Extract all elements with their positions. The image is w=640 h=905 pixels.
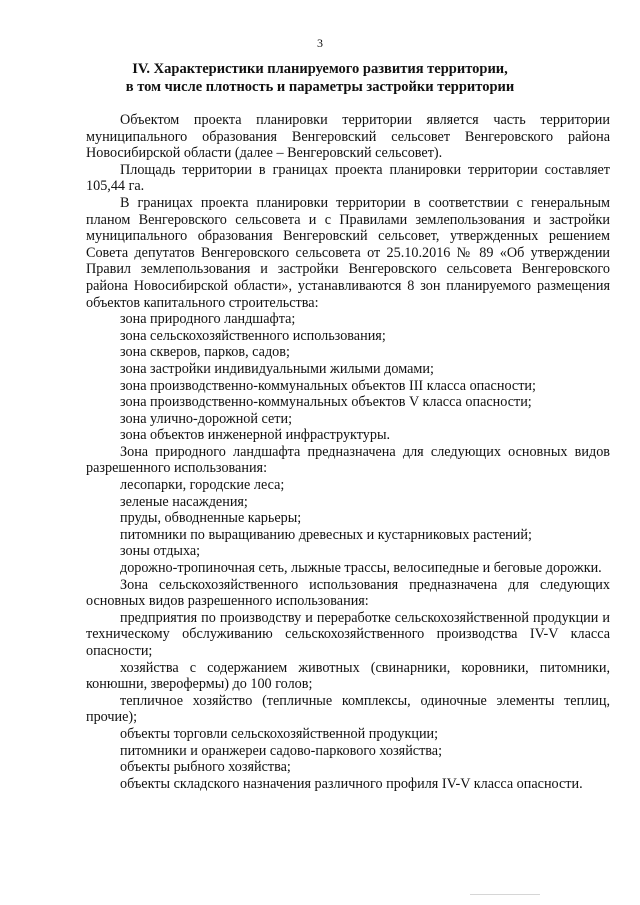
agri-zone-uses-list <box>86 610 610 793</box>
list-item: зона производственно-коммунальных объектов III класса опасности; <box>120 377 536 394</box>
paragraph-agri-zone-intro: Зона сельскохозяйственного использования предназначена для следующих основных видов разрешенного использования: <box>86 576 610 610</box>
paragraph-territory-area: Площадь территории в границах проекта планировки территории составляет 105,44 га. <box>86 161 610 195</box>
list-item: зона застройки индивидуальными жилыми домами; <box>120 360 434 377</box>
zones-list <box>86 311 610 444</box>
section-heading <box>60 60 580 96</box>
paragraph-natural-zone-intro: Зона природного ландшафта предназначена для следующих основных видов разрешенного использования: <box>86 443 610 477</box>
list-item: лесопарки, городские леса; <box>120 477 285 494</box>
list-item: дорожно-тропиночная сеть, лыжные трассы, велосипедные и беговые дорожки. <box>120 560 602 577</box>
list-item: питомники и оранжереи садово-паркового хозяйства; <box>120 742 443 759</box>
document-body <box>86 112 610 792</box>
list-item: зона улично-дорожной сети; <box>120 410 293 427</box>
list-item: зеленые насаждения; <box>120 493 248 510</box>
list-item: зона производственно-коммунальных объектов V класса опасности; <box>120 394 532 411</box>
list-item: зона объектов инженерной инфраструктуры. <box>120 427 391 444</box>
list-item: объекты складского назначения различного профиля IV-V класса опасности. <box>120 775 583 792</box>
list-item: зона скверов, парков, садов; <box>120 344 290 361</box>
list-item: зоны отдыха; <box>120 543 201 560</box>
paragraph-territory-object: Объектом проекта планировки территории является часть территории муниципального образования Венгеровский сельсовет Венгеровского района Новосибирской области (далее – Венгеровский сельсовет). <box>86 112 610 162</box>
list-item: тепличное хозяйство (тепличные комплексы, одиночные элементы теплиц, прочие); <box>86 692 610 726</box>
section-heading-line-2: в том числе плотность и параметры застройки территории <box>125 79 515 95</box>
scan-artifact-line <box>470 894 540 895</box>
section-heading-line-1: IV. Характеристики планируемого развития территории, <box>132 61 508 77</box>
page-number: 3 <box>317 36 323 50</box>
list-item: зона сельскохозяйственного использования; <box>120 327 386 344</box>
list-item: объекты рыбного хозяйства; <box>120 759 291 776</box>
list-item: зона природного ландшафта; <box>120 311 296 328</box>
natural-zone-uses-list <box>86 477 610 577</box>
list-item: питомники по выращиванию древесных и кустарниковых растений; <box>120 526 532 543</box>
list-item: хозяйства с содержанием животных (свинарники, коровники, питомники, конюшни, зверофермы) до 100 голов; <box>86 659 610 693</box>
paragraph-zones-intro: В границах проекта планировки территории в соответствии с генеральным планом Венгеровского сельсовета и с Правилами землепользования и застройки муниципального образования Венгеровский сельсовет, утвержденных решением Совета депутатов Венгеровского сельсовета от 25.10.2016 № 89 «Об утверждении Правил землепользования и застройки Венгеровского сельсовета Венгеровского района Новосибирской области», устанавливаются 8 зон планируемого размещения объектов капитального строительства: <box>86 194 610 311</box>
list-item: предприятия по производству и переработке сельскохозяйственной продукции и техническому обслуживанию сельскохозяйственного производства IV-V класса опасности; <box>86 609 610 659</box>
list-item: объекты торговли сельскохозяйственной продукции; <box>120 725 439 742</box>
list-item: пруды, обводненные карьеры; <box>120 510 302 527</box>
